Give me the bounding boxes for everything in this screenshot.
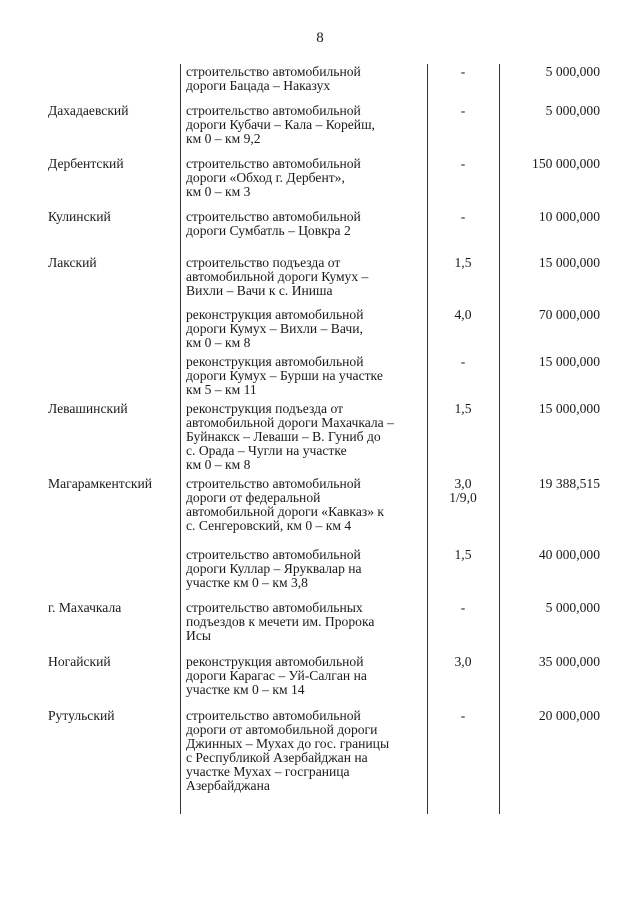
work-description-line: с. Орада – Чугли на участке [186,443,347,458]
amount-cell: 19 388,515 [538,476,600,491]
work-description-line: дороги «Обход г. Дербент», [186,170,345,185]
work-description-line: с. Сенгеровский, км 0 – км 4 [186,518,352,533]
work-description-line: дороги от федеральной [186,490,321,505]
district-cell: Дахадаевский [48,103,129,118]
amount-cell: 5 000,000 [545,64,600,79]
length-value: - [460,156,466,171]
amount-cell: 15 000,000 [538,401,600,416]
work-description-line: км 0 – км 9,2 [186,131,261,146]
work-description-line: Джинных – Мухах до гос. границы [186,736,390,751]
length-value: - [460,64,466,79]
amount-cell: 20 000,000 [538,708,600,723]
length-cell [432,355,494,369]
work-description-line: участке Мухах – госграница [186,764,350,779]
length-value: - [460,600,466,615]
work-description-line: с Республикой Азербайджан на [186,750,368,765]
length-cell [432,157,494,171]
work-description-cell [186,157,422,199]
work-description-line: строительство автомобильной [186,476,361,491]
work-description-line: дороги Бацада – Наказух [186,78,331,93]
work-description-line: строительство подъезда от [186,255,341,270]
district-cell: Ногайский [48,654,111,669]
work-description-line: строительство автомобильной [186,209,361,224]
work-description-cell [186,104,422,146]
work-description-line: участке км 0 – км 3,8 [186,575,308,590]
amount-cell: 70 000,000 [538,307,600,322]
length-cell [432,256,494,270]
work-description-line: строительство автомобильной [186,708,361,723]
work-description-line: реконструкция автомобильной [186,654,364,669]
work-description-cell [186,477,422,533]
page-number: 8 [316,30,324,46]
length-value: 1/9,0 [449,490,477,505]
length-cell [432,601,494,615]
column-divider-middle [427,64,428,814]
work-description-line: строительство автомобильной [186,64,361,79]
work-description-line: дороги Сумбатль – Цовкра 2 [186,223,351,238]
amount-cell: 40 000,000 [538,547,600,562]
work-description-line: дороги Кумух – Вихли – Вачи, [186,321,363,336]
amount-cell: 150 000,000 [532,156,600,171]
amount-cell: 15 000,000 [538,354,600,369]
length-value: 1,5 [454,547,472,562]
work-description-cell [186,709,422,793]
length-value: - [460,103,466,118]
work-description-line: строительство автомобильной [186,547,361,562]
work-description-cell [186,601,422,643]
work-description-line: автомобильной дороги «Кавказ» к [186,504,385,519]
work-description-line: км 5 – км 11 [186,382,257,397]
work-description-line: реконструкция автомобильной [186,354,364,369]
length-cell [432,210,494,224]
work-description-cell [186,548,422,590]
length-cell [432,655,494,669]
length-value: 3,0 [454,476,472,491]
length-value: 4,0 [454,307,472,322]
district-cell: Рутульский [48,708,115,723]
work-description-line: дороги Куллар – Яруквалар на [186,561,362,576]
work-description-line: автомобильной дороги Кумух – [186,269,369,284]
work-description-cell [186,308,422,350]
district-cell: Магарамкентский [48,476,153,491]
work-description-line: дороги Кубачи – Кала – Корейш, [186,117,375,132]
length-cell [432,477,494,505]
length-value: 1,5 [454,255,472,270]
work-description-line: Буйнакск – Леваши – В. Гуниб до [186,429,381,444]
work-description-cell [186,256,422,298]
length-value: - [460,708,466,723]
work-description-line: реконструкция автомобильной [186,307,364,322]
amount-cell: 10 000,000 [538,209,600,224]
work-description-cell [186,655,422,697]
amount-cell: 5 000,000 [545,600,600,615]
district-cell: Дербентский [48,156,124,171]
work-description-line: реконструкция подъезда от [186,401,344,416]
work-description-cell [186,210,422,238]
length-value: - [460,209,466,224]
amount-cell: 35 000,000 [538,654,600,669]
work-description-line: дороги Карагас – Уй-Салган на [186,668,367,683]
work-description-line: Вихли – Вачи к с. Иниша [186,283,333,298]
work-description-line: км 0 – км 3 [186,184,251,199]
length-cell [432,308,494,322]
work-description-line: автомобильной дороги Махачкала – [186,415,394,430]
length-cell [432,104,494,118]
district-cell: Лакский [48,255,97,270]
work-description-line: км 0 – км 8 [186,457,251,472]
work-description-line: дороги Кумух – Бурши на участке [186,368,383,383]
work-description-cell [186,65,422,93]
amount-cell: 5 000,000 [545,103,600,118]
column-divider-left [180,64,181,814]
column-divider-right [499,64,500,814]
district-cell: Левашинский [48,401,128,416]
length-cell [432,65,494,79]
work-description-line: дороги от автомобильной дороги [186,722,378,737]
length-value: - [460,354,466,369]
amount-cell: 15 000,000 [538,255,600,270]
work-description-line: км 0 – км 8 [186,335,251,350]
work-description-line: подъездов к мечети им. Пророка [186,614,375,629]
work-description-cell [186,402,422,472]
district-cell: г. Махачкала [48,600,122,615]
work-description-line: Азербайджана [186,778,270,793]
length-cell [432,548,494,562]
work-description-line: участке км 0 – км 14 [186,682,305,697]
work-description-line: строительство автомобильных [186,600,363,615]
work-description-line: строительство автомобильной [186,156,361,171]
length-value: 3,0 [454,654,472,669]
length-value: 1,5 [454,401,472,416]
district-cell: Кулинский [48,209,111,224]
length-cell [432,402,494,416]
work-description-cell [186,355,422,397]
work-description-line: строительство автомобильной [186,103,361,118]
work-description-line: Исы [186,628,211,643]
length-cell [432,709,494,723]
